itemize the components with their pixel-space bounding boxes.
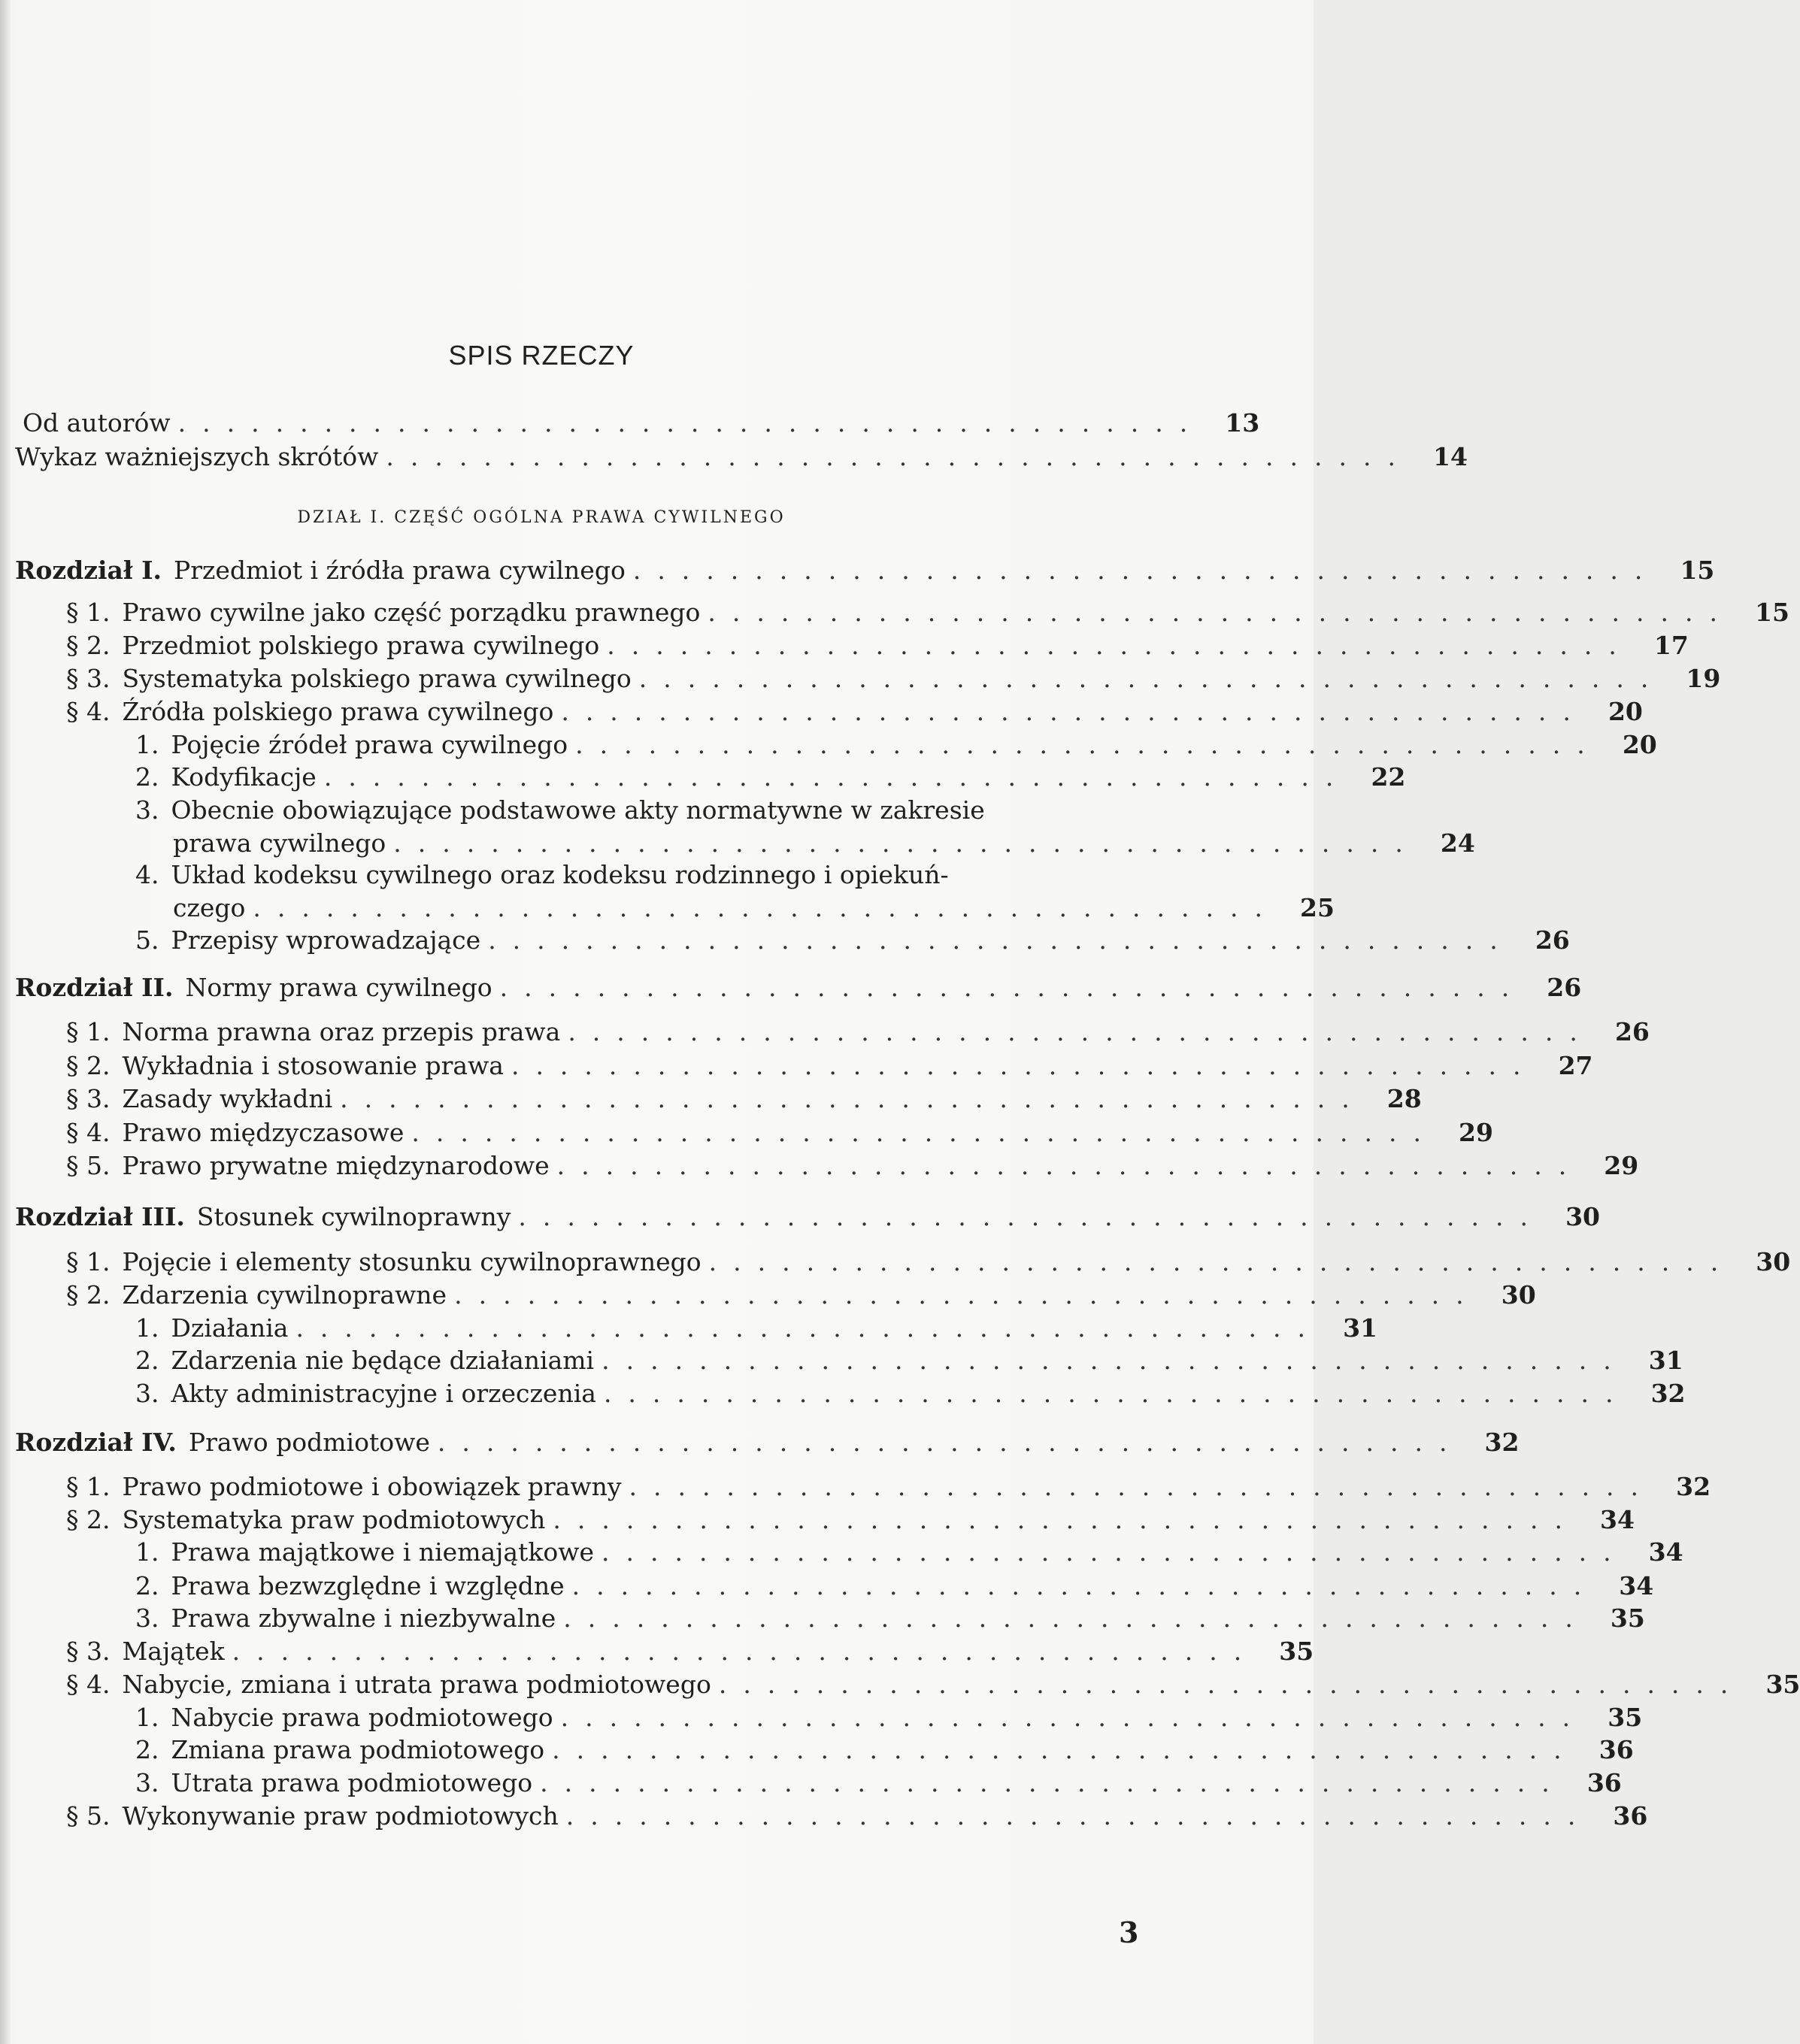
toc-page-number: 27 xyxy=(1558,1051,1593,1080)
dot-leader: .......................................... xyxy=(603,1379,1630,1408)
dot-leader: .......................................... xyxy=(629,1472,1656,1501)
toc-entry xyxy=(135,1536,1683,1569)
toc-entry-number: 3. xyxy=(135,1379,159,1408)
dot-leader: .......................................... xyxy=(561,697,1587,726)
toc-page-number: 20 xyxy=(1608,697,1643,726)
toc-entry-label: Pojęcie źródeł prawa cywilnego xyxy=(171,730,568,759)
dot-leader: .......................................... xyxy=(638,664,1665,693)
toc-page-number: 34 xyxy=(1619,1571,1654,1600)
toc-entry-label: Systematyka polskiego prawa cywilnego xyxy=(122,664,632,693)
toc-entry-label: Systematyka praw podmiotowych xyxy=(122,1505,546,1534)
toc-entry-label: Układ kodeksu cywilnego oraz kodeksu rodzinnego i opiekuń- xyxy=(171,860,949,889)
toc-entry-number: § 4. xyxy=(66,1118,111,1147)
dot-leader: .......................................... xyxy=(177,408,1205,438)
toc-entry-label: Prawa majątkowe i niemajątkowe xyxy=(171,1537,594,1567)
toc-page-number: 29 xyxy=(1459,1118,1493,1147)
dot-leader: .......................................... xyxy=(565,1801,1592,1831)
toc-entry-number: 2. xyxy=(135,1735,159,1764)
dot-leader: .......................................... xyxy=(575,730,1602,759)
toc-entry-number: § 1. xyxy=(66,1017,111,1046)
dot-leader: .......................................... xyxy=(253,893,1279,922)
toc-entry xyxy=(135,1377,1686,1410)
dot-leader: .......................................... xyxy=(393,828,1420,858)
toc-entry-number: § 4. xyxy=(66,697,111,726)
toc-page-number: 31 xyxy=(1648,1346,1683,1375)
dot-leader: .......................................... xyxy=(232,1637,1259,1666)
toc-page-number: 13 xyxy=(1225,408,1260,438)
dot-leader: .......................................... xyxy=(601,1537,1628,1567)
toc-entry-label: Prawo międzyczasowe xyxy=(122,1118,405,1147)
toc-entry xyxy=(66,1016,1650,1049)
toc-entry xyxy=(66,1149,1639,1182)
page-title: SPIS RZECZY xyxy=(448,340,635,371)
section-heading: DZIAŁ I. CZĘŚĆ OGÓLNA PRAWA CYWILNEGO xyxy=(297,508,786,527)
toc-entry xyxy=(135,858,1150,892)
toc-entry xyxy=(66,1635,1314,1668)
toc-page-number: 22 xyxy=(1371,762,1406,792)
toc-page-number: 26 xyxy=(1614,1017,1650,1046)
toc-chapter-entry xyxy=(15,554,1715,587)
toc-entry xyxy=(135,761,1406,794)
toc-page-number: 35 xyxy=(1279,1637,1314,1666)
toc-entry-label: Wykonywanie praw podmiotowych xyxy=(122,1801,559,1831)
toc-entry xyxy=(135,1701,1643,1734)
toc-entry-number: 3. xyxy=(135,795,159,825)
toc-entry-label: Zdarzenia nie będące działaniami xyxy=(171,1346,595,1375)
toc-entry-number: § 5. xyxy=(66,1151,111,1180)
toc-page-number: 29 xyxy=(1604,1151,1639,1180)
toc-entry-number: 1. xyxy=(135,1313,159,1343)
toc-entry xyxy=(23,407,1260,440)
toc-entry-label: Przedmiot polskiego prawa cywilnego xyxy=(122,631,600,660)
dot-leader: .......................................... xyxy=(437,1428,1464,1457)
toc-entry-label: Prawo podmiotowe xyxy=(188,1428,430,1457)
toc-page-number: 15 xyxy=(1755,598,1789,627)
toc-entry-label: Stosunek cywilnoprawny xyxy=(196,1202,511,1231)
toc-page-number: 34 xyxy=(1600,1505,1635,1534)
toc-entry-label: Zmiana prawa podmiotowego xyxy=(171,1735,545,1764)
toc-page-number: 19 xyxy=(1686,664,1721,693)
toc-entry-number: 2. xyxy=(135,762,159,792)
toc-page-number: 36 xyxy=(1598,1735,1634,1764)
toc-entry-label: Pojęcie i elementy stosunku cywilnoprawnego xyxy=(122,1247,702,1276)
dot-leader: .......................................... xyxy=(607,631,1633,660)
dot-leader: .......................................... xyxy=(563,1603,1589,1633)
dot-leader: .......................................... xyxy=(511,1051,1538,1080)
toc-entry xyxy=(15,441,1468,474)
toc-page-number: 15 xyxy=(1680,556,1715,585)
toc-chapter-entry xyxy=(15,1426,1520,1459)
toc-entry-label: Prawo prywatne międzynarodowe xyxy=(122,1151,550,1180)
toc-entry-number: § 5. xyxy=(66,1801,111,1831)
toc-page-number: 35 xyxy=(1765,1670,1800,1699)
dot-leader: .......................................... xyxy=(556,1151,1583,1180)
toc-entry-label: Utrata prawa podmiotowego xyxy=(171,1768,533,1797)
toc-entry-label: Nabycie prawa podmiotowego xyxy=(171,1703,553,1732)
toc-entry-label: Prawa zbywalne i niezbywalne xyxy=(171,1603,556,1633)
toc-entry xyxy=(135,1570,1654,1603)
toc-page-number: 20 xyxy=(1622,730,1657,759)
toc-entry-number: § 2. xyxy=(66,631,111,660)
toc-entry-number: § 3. xyxy=(66,664,111,693)
dot-leader: .......................................... xyxy=(340,1084,1366,1113)
toc-entry-number: § 1. xyxy=(66,598,111,627)
toc-page-number: 30 xyxy=(1565,1202,1600,1231)
dot-leader: .......................................... xyxy=(602,1346,1628,1375)
dot-leader: .......................................... xyxy=(454,1280,1480,1310)
toc-entry-number: 2. xyxy=(135,1571,159,1600)
toc-page-number: 28 xyxy=(1386,1084,1422,1113)
toc-page-number: 32 xyxy=(1484,1428,1520,1457)
toc-entry-number: Rozdział III. xyxy=(15,1202,185,1231)
dot-leader: .......................................... xyxy=(488,925,1514,955)
toc-page-number: 26 xyxy=(1547,973,1582,1002)
toc-entry-number: 3. xyxy=(135,1603,159,1633)
dot-leader: .......................................... xyxy=(552,1735,1578,1764)
toc-entry xyxy=(66,1116,1493,1149)
toc-entry-label: Przedmiot i źródła prawa cywilnego xyxy=(174,556,626,585)
toc-entry-number: § 4. xyxy=(66,1670,111,1699)
toc-entry-label: Normy prawa cywilnego xyxy=(185,973,492,1002)
toc-entry-number: § 3. xyxy=(66,1084,111,1113)
dot-leader: .......................................... xyxy=(708,1247,1735,1276)
toc-entry-label: Prawo cywilne jako część porządku prawnego xyxy=(122,598,701,627)
toc-page-number: 14 xyxy=(1433,442,1468,471)
toc-entry-label: Prawa bezwzględne i względne xyxy=(171,1571,565,1600)
toc-entry-number: 3. xyxy=(135,1768,159,1797)
toc-page-number: 35 xyxy=(1608,1703,1643,1732)
toc-page-number: 32 xyxy=(1650,1379,1686,1408)
toc-page-number: 36 xyxy=(1586,1768,1622,1797)
toc-entry xyxy=(66,662,1721,695)
toc-page-number: 17 xyxy=(1653,631,1689,660)
toc-entry-label: Działania xyxy=(171,1313,289,1343)
toc-entry xyxy=(66,629,1689,662)
toc-entry-number: Rozdział II. xyxy=(15,973,174,1002)
toc-entry xyxy=(135,728,1657,762)
toc-entry xyxy=(66,1083,1422,1116)
dot-leader: .......................................... xyxy=(518,1202,1544,1231)
toc-entry xyxy=(66,1503,1635,1537)
toc-entry xyxy=(135,794,1150,827)
toc-entry-label: Norma prawna oraz przepis prawa xyxy=(122,1017,561,1046)
toc-entry-number: § 2. xyxy=(66,1051,111,1080)
toc-entry-label: Źródła polskiego prawa cywilnego xyxy=(122,697,554,726)
toc-entry xyxy=(135,1312,1378,1345)
toc-entry-label: Kodyfikacje xyxy=(171,762,317,792)
toc-entry-label: Od autorów xyxy=(23,408,171,438)
toc-entry xyxy=(66,596,1789,629)
toc-entry-label: Obecnie obowiązujące podstawowe akty normatywne w zakresie xyxy=(171,795,985,825)
toc-entry xyxy=(66,1800,1648,1833)
toc-entry-label: Akty administracyjne i orzeczenia xyxy=(171,1379,596,1408)
toc-entry-number: 5. xyxy=(135,925,159,955)
toc-entry-number: § 2. xyxy=(66,1505,111,1534)
toc-entry-number: § 1. xyxy=(66,1247,111,1276)
dot-leader: .......................................... xyxy=(323,762,1350,792)
toc-entry xyxy=(135,1767,1622,1800)
dot-leader: .......................................... xyxy=(560,1703,1587,1732)
toc-entry-label: Prawo podmiotowe i obowiązek prawny xyxy=(122,1472,622,1501)
dot-leader: .......................................... xyxy=(386,442,1412,471)
toc-entry xyxy=(66,1279,1536,1312)
toc-entry xyxy=(173,827,1475,860)
toc-entry xyxy=(173,892,1335,925)
toc-entry-number: 1. xyxy=(135,730,159,759)
toc-page-number: 34 xyxy=(1648,1537,1683,1567)
toc-page-number: 30 xyxy=(1756,1247,1791,1276)
toc-page-number: 36 xyxy=(1613,1801,1648,1831)
toc-entry-label: czego xyxy=(173,893,246,922)
dot-leader: .......................................... xyxy=(718,1670,1745,1699)
toc-entry-label: Przepisy wprowadzające xyxy=(171,925,481,955)
toc-page-number: 24 xyxy=(1440,828,1475,858)
dot-leader: .......................................... xyxy=(540,1768,1566,1797)
footer-page-number: 3 xyxy=(1119,1915,1139,1949)
toc-entry xyxy=(135,1344,1683,1377)
dot-leader: .......................................... xyxy=(571,1571,1598,1600)
dot-leader: .......................................... xyxy=(295,1313,1323,1343)
toc-entry-label: prawa cywilnego xyxy=(173,828,386,858)
toc-page-number: 31 xyxy=(1343,1313,1378,1343)
toc-entry-number: 2. xyxy=(135,1346,159,1375)
toc-entry-number: § 2. xyxy=(66,1280,111,1310)
toc-page-number: 32 xyxy=(1676,1472,1711,1501)
toc-entry-number: 4. xyxy=(135,860,159,889)
toc-page-number: 35 xyxy=(1610,1603,1645,1633)
toc-entry-label: Majątek xyxy=(122,1637,225,1666)
dot-leader: .......................................... xyxy=(499,973,1526,1002)
dot-leader: .......................................... xyxy=(708,598,1734,627)
dot-leader: .......................................... xyxy=(632,556,1659,585)
toc-page-number: 26 xyxy=(1535,925,1570,955)
toc-chapter-entry xyxy=(15,971,1582,1004)
toc-entry xyxy=(135,1734,1634,1767)
toc-entry xyxy=(66,1049,1593,1083)
toc-entry xyxy=(135,924,1570,957)
dot-leader: .......................................... xyxy=(568,1017,1594,1046)
toc-entry xyxy=(66,1668,1800,1701)
dot-leader: .......................................... xyxy=(411,1118,1438,1147)
toc-entry-number: § 3. xyxy=(66,1637,111,1666)
toc-entry-label: Zasady wykładni xyxy=(122,1084,333,1113)
toc-page-number: 25 xyxy=(1300,893,1335,922)
toc-entry xyxy=(135,1602,1645,1635)
toc-entry xyxy=(66,1246,1791,1279)
toc-entry-number: § 1. xyxy=(66,1472,111,1501)
toc-chapter-entry xyxy=(15,1201,1600,1234)
toc-entry-number: Rozdział IV. xyxy=(15,1428,177,1457)
dot-leader: .......................................... xyxy=(553,1505,1579,1534)
toc-entry-label: Nabycie, zmiana i utrata prawa podmiotowego xyxy=(122,1670,711,1699)
toc-page-number: 30 xyxy=(1501,1280,1536,1310)
toc-entry-label: Zdarzenia cywilnoprawne xyxy=(122,1280,447,1310)
toc-entry-label: Wykaz ważniejszych skrótów xyxy=(15,442,379,471)
toc-entry-number: Rozdział I. xyxy=(15,556,162,585)
toc-entry xyxy=(66,695,1643,728)
toc-entry xyxy=(66,1470,1711,1503)
toc-entry-label: Wykładnia i stosowanie prawa xyxy=(122,1051,504,1080)
toc-entry-number: 1. xyxy=(135,1537,159,1567)
toc-entry-number: 1. xyxy=(135,1703,159,1732)
